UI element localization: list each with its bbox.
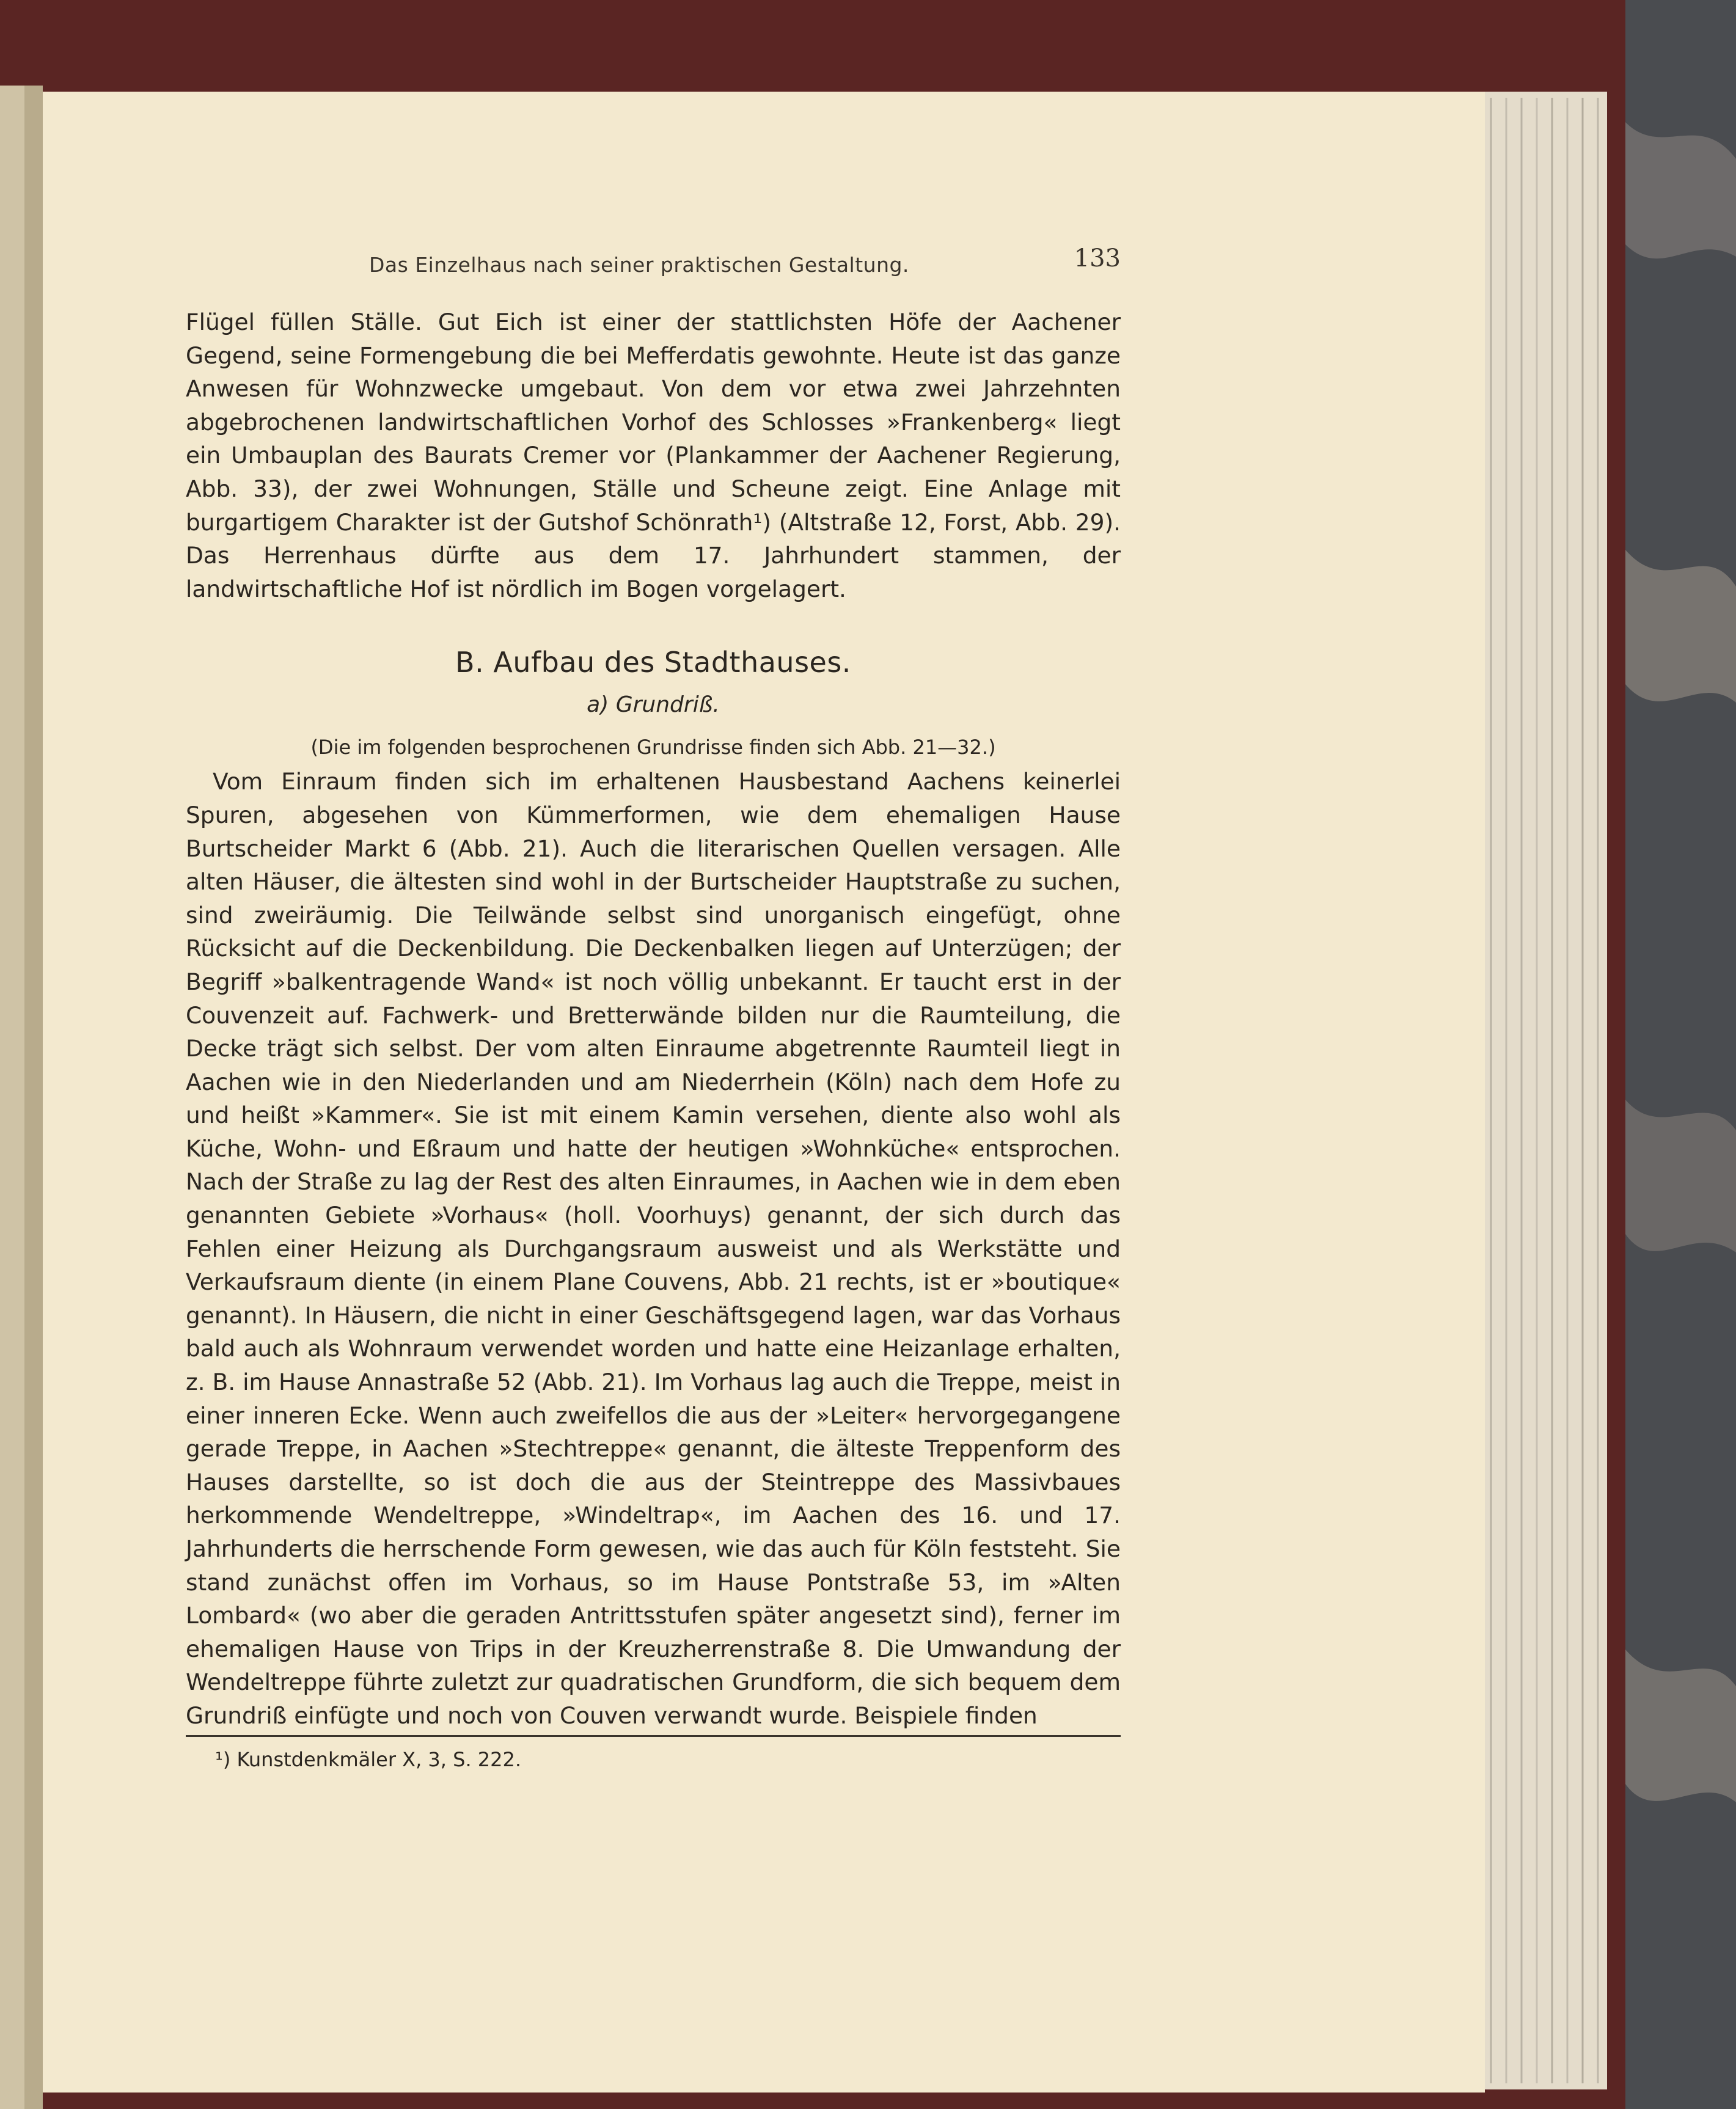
section-heading: B. Aufbau des Stadthauses. [455,646,851,679]
paragraph-2: Vom Einraum finden sich im erhaltenen Hausbestand Aachens keinerlei Spuren, abgesehen von Kümmerformen, wie dem ehemaligen Hause Burtscheider Markt 6 (Abb. 21). Auch die literarischen Quellen versagen. Alle alten Häuser, die ältesten sind wohl in der Burtscheider Hauptstraße zu suchen, sind zweiräumig. Die Teilwände selbst sind unorganisch eingefügt, ohne Rücksicht auf die Deckenbildung. Die Deckenbalken liegen auf Unterzügen; der Begriff »balkentragende Wand« ist noch völlig unbekannt. Er taucht erst in der Couvenzeit auf. Fachwerk- und Bretterwände bilden nur die Raumteilung, die Decke trägt sich selbst. Der vom alten Einraume abgetrennte Raumteil liegt in Aachen wie in den Niederlanden und am Niederrhein (Köln) nach dem Hofe zu und heißt »Kammer«. Sie ist mit einem Kamin versehen, diente also wohl als Küche, Wohn- und Eßraum und hatte der heutigen »Wohnküche« entsprochen. Nach der Straße zu lag der Rest des alten Einraumes, in Aachen wie in dem eben genannten Gebiete »Vorhaus« (holl. Voorhuys) genannt, der sich durch das Fehlen einer Heizung als Durchgangsraum ausweist und als Werkstätte und Verkaufsraum diente (in einem Plane Couvens, Abb. 21 rechts, ist er »boutique« genannt). In Häusern, die nicht in einer Geschäftsgegend lagen, war das Vorhaus bald auch als Wohnraum verwendet worden und hatte eine Heizanlage erhalten, z. B. im Hause Annastraße 52 (Abb. 21). Im Vorhaus lag auch die Treppe, meist in einer inneren Ecke. Wenn auch zweifellos die aus der »Leiter« hervorgegangene gerade Treppe, in Aachen »Stechtreppe« genannt, die älteste Treppenform des Hauses darstellte, so ist doch die aus der Steintreppe des Massivbaues herkommende Wendeltreppe, »Windeltrap«, im Aachen des 16. und 17. Jahrhunderts die herrschende Form gewesen, wie das auch für Köln feststeht. Sie stand zunächst offen im Vorhaus, so im Hause Pontstraße 53, im »Alten Lombard« (wo aber die geraden Antrittsstufen später angesetzt sind), ferner im ehemaligen Hause von Trips in der Kreuzherrenstraße 8. Die Umwandung der Wendeltreppe führte zuletzt zur quadratischen Grundform, die sich bequem dem Grundriß einfügte und noch von Couven verwandt wurde. Beispiele finden [186,768,1121,1729]
section-note: (Die im folgenden besprochenen Grundrisse finden sich Abb. 21—32.) [310,736,996,759]
footnote: ¹) Kunstdenkmäler X, 3, S. 222. [215,1747,522,1771]
running-head-title: Das Einzelhaus nach seiner praktischen Gestaltung. [369,253,909,277]
footnote-rule [186,1735,1121,1737]
paragraph-1: Flügel füllen Ställe. Gut Eich ist einer der stattlichsten Höfe der Aachener Gegend, seine Formengebung die bei Mefferdatis gewohnte. Heute ist das ganze Anwesen für Wohnzwecke umgebaut. Von dem vor etwa zwei Jahrzehnten abgebrochenen landwirtschaftlichen Vorhof des Schlosses »Frankenberg« liegt ein Umbauplan des Baurats Cremer vor (Plankammer der Aachener Regierung, Abb. 33), der zwei Wohnungen, Ställe und Scheune zeigt. Eine Anlage mit burgartigem Charakter ist der Gutshof Schönrath¹) (Altstraße 12, Forst, Abb. 29). Das Herrenhaus dürfte aus dem 17. Jahrhundert stammen, der landwirtschaftliche Hof ist nördlich im Bogen vorgelagert. [186,309,1121,602]
section-subheading: a) Grundriß. [587,692,720,718]
page-text-block [186,244,1121,1771]
running-head [186,244,1121,281]
page-number: 133 [1074,244,1121,272]
